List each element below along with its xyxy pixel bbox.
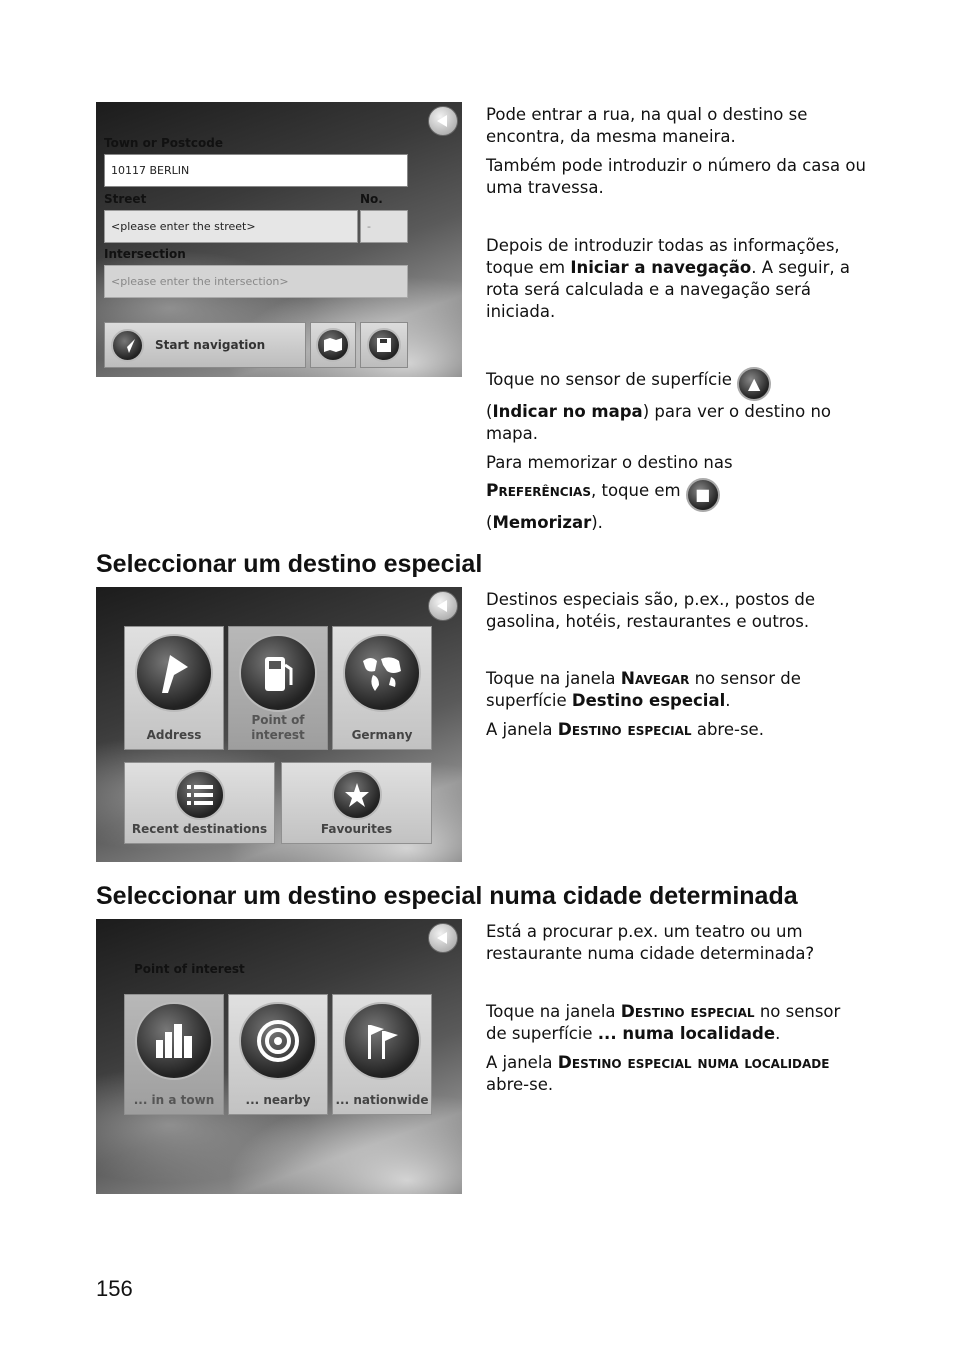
flag-icon — [135, 634, 213, 712]
favourites-tile[interactable] — [281, 762, 432, 844]
map-icon — [316, 328, 350, 362]
start-navigation-label: Start navigation — [155, 338, 266, 352]
page-number: 156 — [96, 1276, 133, 1301]
text-span: A janela — [486, 1053, 558, 1072]
small-caps-term: Destino especial — [620, 1002, 755, 1022]
tile-label: Favourites — [320, 822, 393, 836]
text-span: A janela — [486, 720, 558, 739]
show-on-map-button[interactable] — [310, 322, 356, 368]
tile-label: Germany — [351, 728, 413, 742]
tile-label: Recent destinations — [131, 822, 268, 836]
floppy-disk-icon — [367, 328, 401, 362]
bold-term: Destino especial — [571, 691, 726, 710]
bold-term: Memorizar — [492, 513, 592, 532]
bold-term: ... numa localidade — [597, 1024, 776, 1043]
small-caps-term: Navegar — [620, 669, 690, 689]
text-span: ). — [591, 513, 603, 532]
paragraph: Está a procurar p.ex. um teatro ou um restaurante numa cidade determinada? — [486, 922, 815, 963]
tile-label: Address — [146, 728, 202, 742]
map-icon: ▲ — [737, 367, 771, 401]
house-number-label: No. — [360, 192, 383, 206]
section-heading: Seleccionar um destino especial — [96, 550, 483, 578]
paragraph — [486, 1052, 866, 1096]
paragraph: Pode entrar a rua, na qual o destino se encontra, da mesma maneira. — [486, 105, 808, 146]
street-field[interactable]: <please enter the street> — [104, 210, 358, 243]
small-caps-term: Destino especial — [557, 720, 692, 740]
paragraph: Destinos especiais são, p.ex., postos de gasolina, hotéis, restaurantes e outros. — [486, 590, 816, 631]
text-span: Para memorizar o destino nas — [486, 453, 733, 472]
text-block-1 — [486, 104, 866, 534]
intersection-label: Intersection — [104, 247, 186, 261]
paragraph — [486, 668, 866, 712]
paragraph — [486, 235, 866, 323]
save-button[interactable] — [360, 322, 408, 368]
tile-label: ... nearby — [245, 1093, 311, 1107]
point-of-interest-tile[interactable] — [228, 626, 328, 750]
text-span: ( — [486, 513, 493, 532]
tile-label: ... nationwide — [335, 1093, 429, 1107]
nearby-tile[interactable] — [228, 994, 328, 1115]
address-tile[interactable] — [124, 626, 224, 750]
germany-tile[interactable] — [332, 626, 432, 750]
tile-label: ... in a town — [133, 1093, 215, 1107]
paragraph — [486, 719, 866, 741]
paragraph — [486, 367, 866, 445]
street-label: Street — [104, 192, 147, 206]
text-block-3 — [486, 921, 866, 1096]
town-field[interactable]: 10117 BERLIN — [104, 154, 408, 187]
back-arrow-icon[interactable] — [428, 106, 458, 136]
navigation-arrow-icon — [111, 329, 144, 362]
intersection-field[interactable]: <please enter the intersection> — [104, 265, 408, 298]
text-span: ) para ver o destino no mapa. — [486, 402, 832, 443]
city-icon — [135, 1002, 213, 1080]
section-heading: Seleccionar um destino especial numa cidade determinada — [96, 882, 798, 910]
point-of-interest-screenshot — [96, 919, 462, 1194]
text-span: Toque no sensor de superfície — [486, 370, 738, 389]
fuel-pump-icon — [239, 634, 317, 712]
text-span: , toque em — [590, 481, 686, 500]
paragraph — [486, 1001, 866, 1045]
text-span: no sensor de superfície — [486, 1002, 841, 1043]
list-icon — [175, 770, 225, 820]
bold-term: Iniciar a navegação — [570, 258, 752, 277]
text-span: abre-se. — [486, 1075, 554, 1094]
bold-term: Indicar no mapa — [492, 402, 643, 421]
text-span: Depois de introduzir todas as informações, toque em — [486, 236, 840, 277]
text-span: . A seguir, a rota será calculada e a navegação será iniciada. — [486, 258, 850, 321]
flags-icon — [343, 1002, 421, 1080]
house-number-field[interactable]: - — [360, 210, 408, 243]
text-span: abre-se. — [691, 720, 764, 739]
back-arrow-icon[interactable] — [428, 591, 458, 621]
text-span: . — [775, 1024, 781, 1043]
special-destination-screenshot — [96, 587, 462, 862]
text-span: no sensor de superfície — [486, 669, 801, 710]
start-navigation-button[interactable] — [104, 322, 306, 368]
town-label: Town or Postcode — [104, 136, 223, 150]
paragraph — [486, 452, 866, 534]
small-caps-term: Preferências — [486, 481, 591, 501]
text-span: ( — [486, 402, 493, 421]
small-caps-term: Destino especial numa localidade — [557, 1053, 830, 1073]
in-a-town-tile[interactable] — [124, 994, 224, 1115]
globe-icon — [343, 634, 421, 712]
floppy-disk-icon: ■ — [686, 478, 720, 512]
paragraph: Também pode introduzir o número da casa ou uma travessa. — [486, 156, 866, 197]
recent-destinations-tile[interactable] — [124, 762, 275, 844]
nationwide-tile[interactable] — [332, 994, 432, 1115]
address-entry-screenshot — [96, 102, 462, 377]
target-icon — [239, 1002, 317, 1080]
screen-title: Point of interest — [134, 962, 245, 976]
text-block-2 — [486, 589, 866, 741]
star-icon — [332, 770, 382, 820]
back-arrow-icon[interactable] — [428, 923, 458, 953]
tile-label: Point of interest — [251, 713, 305, 742]
text-span: . — [725, 691, 731, 710]
text-span: Toque na janela — [486, 669, 621, 688]
text-span: Toque na janela — [486, 1002, 621, 1021]
